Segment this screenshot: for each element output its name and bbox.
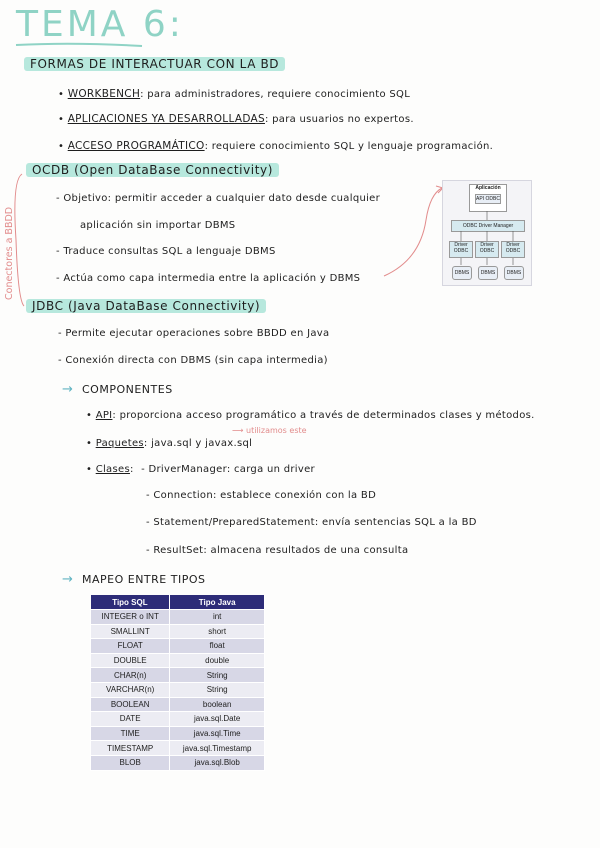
mapeo-heading: MAPEO ENTRE TIPOS	[82, 573, 206, 586]
table-row	[91, 726, 265, 741]
table-row	[91, 653, 265, 668]
java-type-cell: java.sql.Timestamp	[170, 741, 265, 756]
sql-type-cell: BLOB	[91, 755, 170, 770]
sql-type-cell: VARCHAR(n)	[91, 682, 170, 697]
componentes-row	[62, 378, 173, 397]
table-row	[91, 668, 265, 683]
odbc-item-2: - Traduce consultas SQL a lenguaje DBMS	[56, 246, 276, 257]
java-type-cell: float	[170, 639, 265, 654]
java-type-cell: java.sql.Time	[170, 726, 265, 741]
mapeo-table	[90, 595, 265, 771]
diagram-driver-1: Driver ODBC	[449, 241, 473, 258]
java-type-cell: boolean	[170, 697, 265, 712]
formas-item-1: • WORKBENCH: para administradores, requiere conocimiento SQL	[58, 88, 411, 100]
clase-statement: - Statement/PreparedStatement: envía sentencias SQL a la BD	[146, 517, 477, 528]
diagram-dbms-2: DBMS	[478, 266, 498, 280]
table-row	[91, 755, 265, 770]
table-header-java: Tipo Java	[170, 595, 265, 610]
diagram-dbms-1: DBMS	[452, 266, 472, 280]
table-header-row	[91, 595, 265, 610]
table-row	[91, 624, 265, 639]
table-row	[91, 682, 265, 697]
java-type-cell: String	[170, 668, 265, 683]
mapeo-row	[62, 568, 205, 587]
annotation-utilizamos: ⟶ utilizamos este	[232, 426, 307, 435]
diagram-app-box: Aplicación API ODBC	[469, 184, 507, 212]
componentes-api: • API: proporciona acceso programático a través de determinados clases y métodos.	[86, 410, 535, 421]
sql-type-cell: CHAR(n)	[91, 668, 170, 683]
java-type-cell: java.sql.Blob	[170, 755, 265, 770]
jdbc-item-2: - Conexión directa con DBMS (sin capa intermedia)	[58, 355, 328, 366]
diagram-driver-3: Driver ODBC	[501, 241, 525, 258]
table-header-sql: Tipo SQL	[91, 595, 170, 610]
table-row	[91, 610, 265, 625]
componentes-clases: • Clases: - DriverManager: carga un driver	[86, 464, 315, 475]
clase-connection: - Connection: establece conexión con la BD	[146, 490, 377, 501]
odbc-item-3: - Actúa como capa intermedia entre la aplicación y DBMS	[56, 273, 361, 284]
java-type-cell: int	[170, 610, 265, 625]
jdbc-item-1: - Permite ejecutar operaciones sobre BBDD en Java	[58, 328, 330, 339]
java-type-cell: short	[170, 624, 265, 639]
java-type-cell: String	[170, 682, 265, 697]
title-underline	[14, 42, 144, 48]
formas-item-2: • APLICACIONES YA DESARROLLADAS: para usuarios no expertos.	[58, 113, 414, 125]
table-row	[91, 741, 265, 756]
table-row	[91, 639, 265, 654]
table-row	[91, 712, 265, 727]
diagram-pointer-arrow	[380, 180, 450, 280]
odbc-item-1: - Objetivo: permitir acceder a cualquier dato desde cualquier	[56, 193, 381, 204]
java-type-cell: double	[170, 653, 265, 668]
odbc-heading: OCDB (Open DataBase Connectivity)	[26, 163, 279, 177]
formas-heading: FORMAS DE INTERACTUAR CON LA BD	[24, 57, 285, 71]
componentes-heading: COMPONENTES	[82, 383, 173, 396]
sql-type-cell: INTEGER o INT	[91, 610, 170, 625]
diagram-dbms-3: DBMS	[504, 266, 524, 280]
odbc-architecture-diagram	[442, 180, 532, 286]
java-type-cell: java.sql.Date	[170, 712, 265, 727]
diagram-api-box: API ODBC	[476, 196, 500, 202]
annotation-arrow-icon: ⟶	[232, 426, 244, 435]
jdbc-heading: JDBC (Java DataBase Connectivity)	[26, 299, 266, 313]
clase-resultset: - ResultSet: almacena resultados de una consulta	[146, 545, 409, 556]
sql-type-cell: DATE	[91, 712, 170, 727]
sql-type-cell: FLOAT	[91, 639, 170, 654]
diagram-driver-2: Driver ODBC	[475, 241, 499, 258]
table-row	[91, 697, 265, 712]
componentes-paquetes: • Paquetes: java.sql y javax.sql	[86, 438, 253, 449]
sql-type-cell: TIME	[91, 726, 170, 741]
side-note-conectores: Conectores a BBDD	[4, 206, 15, 300]
page-title: TEMA 6:	[16, 4, 184, 45]
sql-type-cell: DOUBLE	[91, 653, 170, 668]
formas-item-3: • ACCESO PROGRAMÁTICO: requiere conocimiento SQL y lenguaje programación.	[58, 140, 494, 152]
sql-type-cell: TIMESTAMP	[91, 741, 170, 756]
odbc-item-1-cont: aplicación sin importar DBMS	[80, 220, 236, 231]
arrow-right-icon: →	[62, 572, 73, 587]
sql-type-cell: BOOLEAN	[91, 697, 170, 712]
sql-type-cell: SMALLINT	[91, 624, 170, 639]
arrow-right-icon: →	[62, 382, 73, 397]
side-brace	[8, 170, 28, 310]
diagram-manager-box: ODBC Driver Manager	[451, 220, 525, 232]
